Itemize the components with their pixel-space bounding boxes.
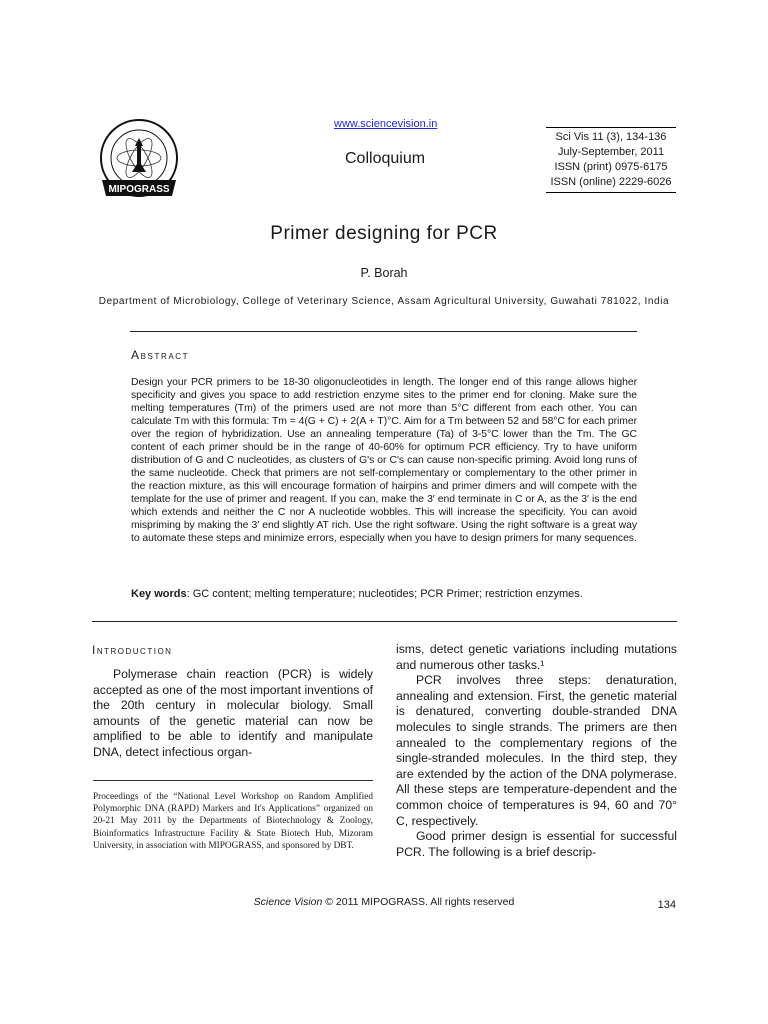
page-number: 134 [657, 899, 676, 911]
footnote-divider [93, 780, 373, 781]
mipograss-logo [92, 118, 186, 204]
author-name: P. Borah [360, 266, 408, 280]
divider [130, 331, 637, 332]
svg-text:MIPOGRASS: MIPOGRASS [108, 184, 170, 195]
keywords [131, 588, 637, 600]
body-paragraph: isms, detect genetic variations including mutations and numerous other tasks.¹ [396, 642, 677, 672]
abstract-heading: Abstract [131, 348, 190, 362]
citation-line: ISSN (online) 2229-6026 [550, 176, 672, 188]
citation-line: ISSN (print) 0975-6175 [554, 161, 668, 173]
page-footer [0, 896, 768, 908]
journal-url-link[interactable]: www.sciencevision.in [334, 118, 438, 130]
body-column-left [93, 667, 373, 761]
section-label: Colloquium [345, 150, 426, 167]
citation-line: July-September, 2011 [557, 146, 665, 158]
introduction-heading: Introduction [92, 643, 173, 657]
keywords-label: Key words [131, 588, 187, 600]
body-paragraph: Polymerase chain reaction (PCR) is widely accepted as one of the most important inventions of the 20th century in molecular biology. Small amounts of the genetic material can now be amplified to be able to identify and manipulate DNA, detect infectious organ- [93, 667, 373, 759]
body-column-right [396, 642, 677, 860]
citation-line: Sci Vis 11 (3), 134-136 [555, 131, 667, 143]
divider [92, 621, 677, 622]
citation-box [546, 127, 676, 193]
body-paragraph: Good primer design is essential for successful PCR. The following is a brief descrip- [396, 829, 677, 859]
author-affiliation: Department of Microbiology, College of Veterinary Science, Assam Agricultural University, Guwahati 781022, India [98, 296, 670, 307]
body-paragraph: PCR involves three steps: denaturation, annealing and extension. First, the genetic material is denatured, converting double-stranded DNA molecules to single strands. The primers are then annealed to the complementary regions of the single-stranded molecules. In the third step, they are extended by the action of the DNA polymerase. All these steps are temperature-dependent and the common choice of temperatures is 94, 60 and 70° C, respectively. [396, 673, 677, 828]
keywords-list: : GC content; melting temperature; nucleotides; PCR Primer; restriction enzymes. [186, 588, 583, 600]
footnote: Proceedings of the “National Level Workshop on Random Amplified Polymorphic DNA (RAPD) Markers and It's Applications” organized on 20-21 May 2011 by the Departments of Biotechnology & Zoology, Bioinformatics Infrastructure Facility & State Biotech Hub, Mizoram University, in association with MIPOGRASS, and sponsored by DBT. [93, 792, 373, 851]
journal-name: Science Vision [253, 896, 323, 908]
abstract-text: Design your PCR primers to be 18-30 oligonucleotides in length. The longer end of this range allows higher specificity and gives you space to add restriction enzyme sites to the primer end for cloning. Make sure the melting temperatures (Tm) of the primers used are not more than 5°C different from each other. You can calculate Tm with this formula: Tm = 4(G + C) + 2(A + T)°C. Aim for a Tm between 52 and 58°C for each primer over the region of hybridization. Use an annealing temperature (Ta) of 3-5°C lower than the Tm. The GC content of each primer should be in the range of 40-60% for optimum PCR efficiency. Try to have uniform distribution of G and C nucleotides, as clusters of G's or C's can cause non-specific priming. Avoid long runs of the same nucleotide. Check that primers are not self-complementary or complementary to the other primer in the reaction mixture, as this will encourage formation of hairpins and primer dimers and will compete with the template for the use of primer and reagent. If you can, make the 3′ end terminate in C or A, as the 3′ is the end which extends and neither the C nor A nucleotide wobbles. This will increase the specificity. You can avoid mispriming by making the 3′ end slightly AT rich. Use the right software. Using the right software is a great way to automate these steps and minimize errors, especially when you have to design primers for many sequences. [131, 377, 637, 544]
copyright: © 2011 MIPOGRASS. All rights reserved [322, 896, 515, 908]
article-title: Primer designing for PCR [270, 223, 498, 244]
